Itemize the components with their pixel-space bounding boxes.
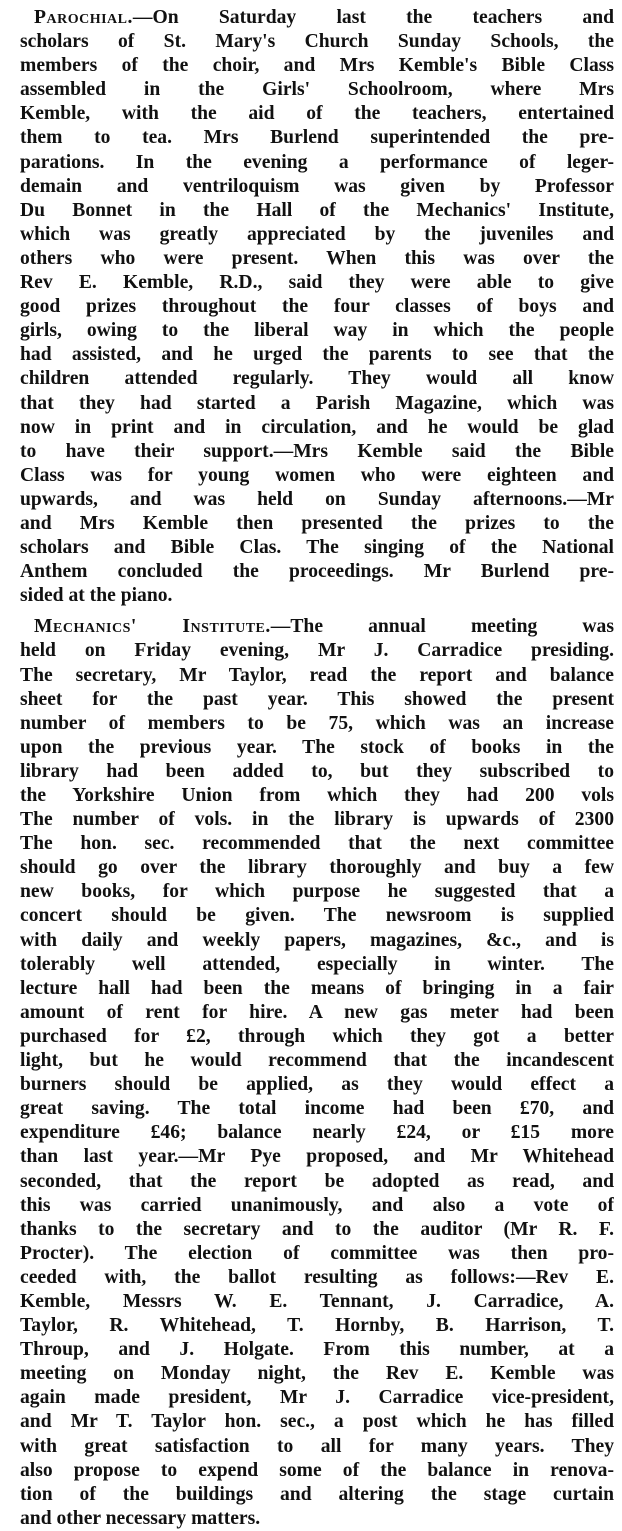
text-line: meeting on Monday night, the Rev E. Kemble was	[20, 1363, 614, 1385]
text-line: tion of the buildings and altering the stage curtain	[20, 1483, 614, 1505]
text-line: the Yorkshire Union from which they had 200 vols	[20, 785, 614, 806]
text-line: thanks to the secretary and to the auditor (Mr R. F.	[20, 1218, 614, 1240]
text-line: great saving. The total income had been £70, and	[20, 1098, 614, 1120]
text-line: Du Bonnet in the Hall of the Mechanics' Institute,	[20, 199, 614, 221]
text-line: scholars of St. Mary's Church Sunday Schools, the	[20, 31, 614, 53]
text-line: than last year.—Mr Pye proposed, and Mr Whitehead	[20, 1146, 614, 1168]
text-line: should go over the library thoroughly and buy a few	[20, 857, 614, 879]
text-line: ceeded with, the ballot resulting as follows:—Rev E.	[20, 1266, 614, 1288]
text-line: children attended regularly. They would all know	[20, 368, 614, 390]
text-line: now in print and in circulation, and he would be glad	[20, 416, 614, 438]
text-line: members of the choir, and Mrs Kemble's Bible Class	[20, 55, 614, 77]
text-line: Rev E. Kemble, R.D., said they were able to give	[20, 272, 614, 294]
text-line	[20, 615, 614, 639]
text-line: upwards, and was held on Sunday afternoons.—Mr	[20, 488, 614, 510]
text-line: girls, owing to the liberal way in which the people	[20, 320, 614, 342]
text-line: burners should be applied, as they would effect a	[20, 1074, 614, 1096]
text-line: demain and ventriloquism was given by Professor	[20, 175, 614, 197]
text-line: Class was for young women who were eighteen and	[20, 464, 614, 486]
text-line: with great satisfaction to all for many years. They	[20, 1435, 614, 1457]
text-line: to have their support.—Mrs Kemble said the Bible	[20, 440, 614, 462]
text-line: this was carried unanimously, and also a vote of	[20, 1194, 614, 1216]
text-line: sheet for the past year. This showed the present	[20, 688, 614, 710]
text-line: number of members to be 75, which was an increase	[20, 712, 614, 734]
text-line: sided at the piano.	[20, 585, 173, 607]
text-line: library had been added to, but they subscribed to	[20, 760, 614, 782]
line-text: —On Saturday last the teachers and	[132, 7, 614, 28]
text-line: tolerably well attended, especially in winter. The	[20, 953, 614, 975]
section-heading-parochial: Parochial.	[34, 7, 133, 28]
text-line: which was greatly appreciated by the juveniles and	[20, 223, 614, 245]
text-line: The number of vols. in the library is upwards of 2300	[20, 809, 614, 831]
text-line: them to tea. Mrs Burlend superintended the pre-	[20, 127, 614, 149]
text-line: expenditure £46; balance nearly £24, or £15 more	[20, 1122, 614, 1144]
text-line: The secretary, Mr Taylor, read the report and balance	[20, 664, 614, 686]
text-line: lecture hall had been the means of bringing in a fair	[20, 977, 614, 999]
text-line: Procter). The election of committee was then pro-	[20, 1242, 614, 1264]
text-line: others who were present. When this was over the	[20, 247, 614, 269]
text-line: Kemble, with the aid of the teachers, entertained	[20, 103, 614, 125]
section-heading-mechanics-institute: Mechanics' Institute.	[34, 616, 271, 638]
text-line: scholars and Bible Clas. The singing of the National	[20, 537, 614, 559]
paragraph-parochial	[20, 6, 614, 608]
text-line: light, but he would recommend that the incandescent	[20, 1050, 614, 1072]
text-line: Kemble, Messrs W. E. Tennant, J. Carradice, A.	[20, 1290, 614, 1312]
text-line: held on Friday evening, Mr J. Carradice presiding.	[20, 640, 614, 662]
text-line: and Mrs Kemble then presented the prizes to the	[20, 512, 614, 534]
text-line: Anthem concluded the proceedings. Mr Burlend pre-	[20, 561, 614, 583]
text-line: seconded, that the report be adopted as read, and	[20, 1170, 614, 1192]
text-line: also propose to expend some of the balance in renova-	[20, 1459, 614, 1481]
text-line: had assisted, and he urged the parents to see that the	[20, 344, 614, 366]
text-line: Taylor, R. Whitehead, T. Hornby, B. Harrison, T.	[20, 1315, 614, 1337]
text-line: amount of rent for hire. A new gas meter had been	[20, 1001, 614, 1023]
text-line: and other necessary matters.	[20, 1507, 261, 1529]
text-line: The hon. sec. recommended that the next committee	[20, 833, 614, 855]
text-line: assembled in the Girls' Schoolroom, where Mrs	[20, 79, 614, 101]
text-line: good prizes throughout the four classes of boys and	[20, 296, 614, 318]
line-text: —The annual meeting was	[270, 616, 614, 638]
paragraph-mechanics-institute	[20, 615, 614, 1531]
text-line: and Mr T. Taylor hon. sec., a post which he has filled	[20, 1411, 614, 1433]
text-line: upon the previous year. The stock of books in the	[20, 736, 614, 758]
text-line	[20, 6, 614, 30]
text-line: new books, for which purpose he suggested that a	[20, 881, 614, 903]
text-line: again made president, Mr J. Carradice vice-president,	[20, 1387, 614, 1409]
text-line: concert should be given. The newsroom is supplied	[20, 905, 614, 927]
text-line: that they had started a Parish Magazine, which was	[20, 392, 614, 414]
text-line: purchased for £2, through which they got a better	[20, 1025, 614, 1047]
text-line: parations. In the evening a performance of leger-	[20, 151, 614, 173]
text-line: with daily and weekly papers, magazines, &c., and is	[20, 929, 614, 951]
text-line: Throup, and J. Holgate. From this number, at a	[20, 1339, 614, 1361]
